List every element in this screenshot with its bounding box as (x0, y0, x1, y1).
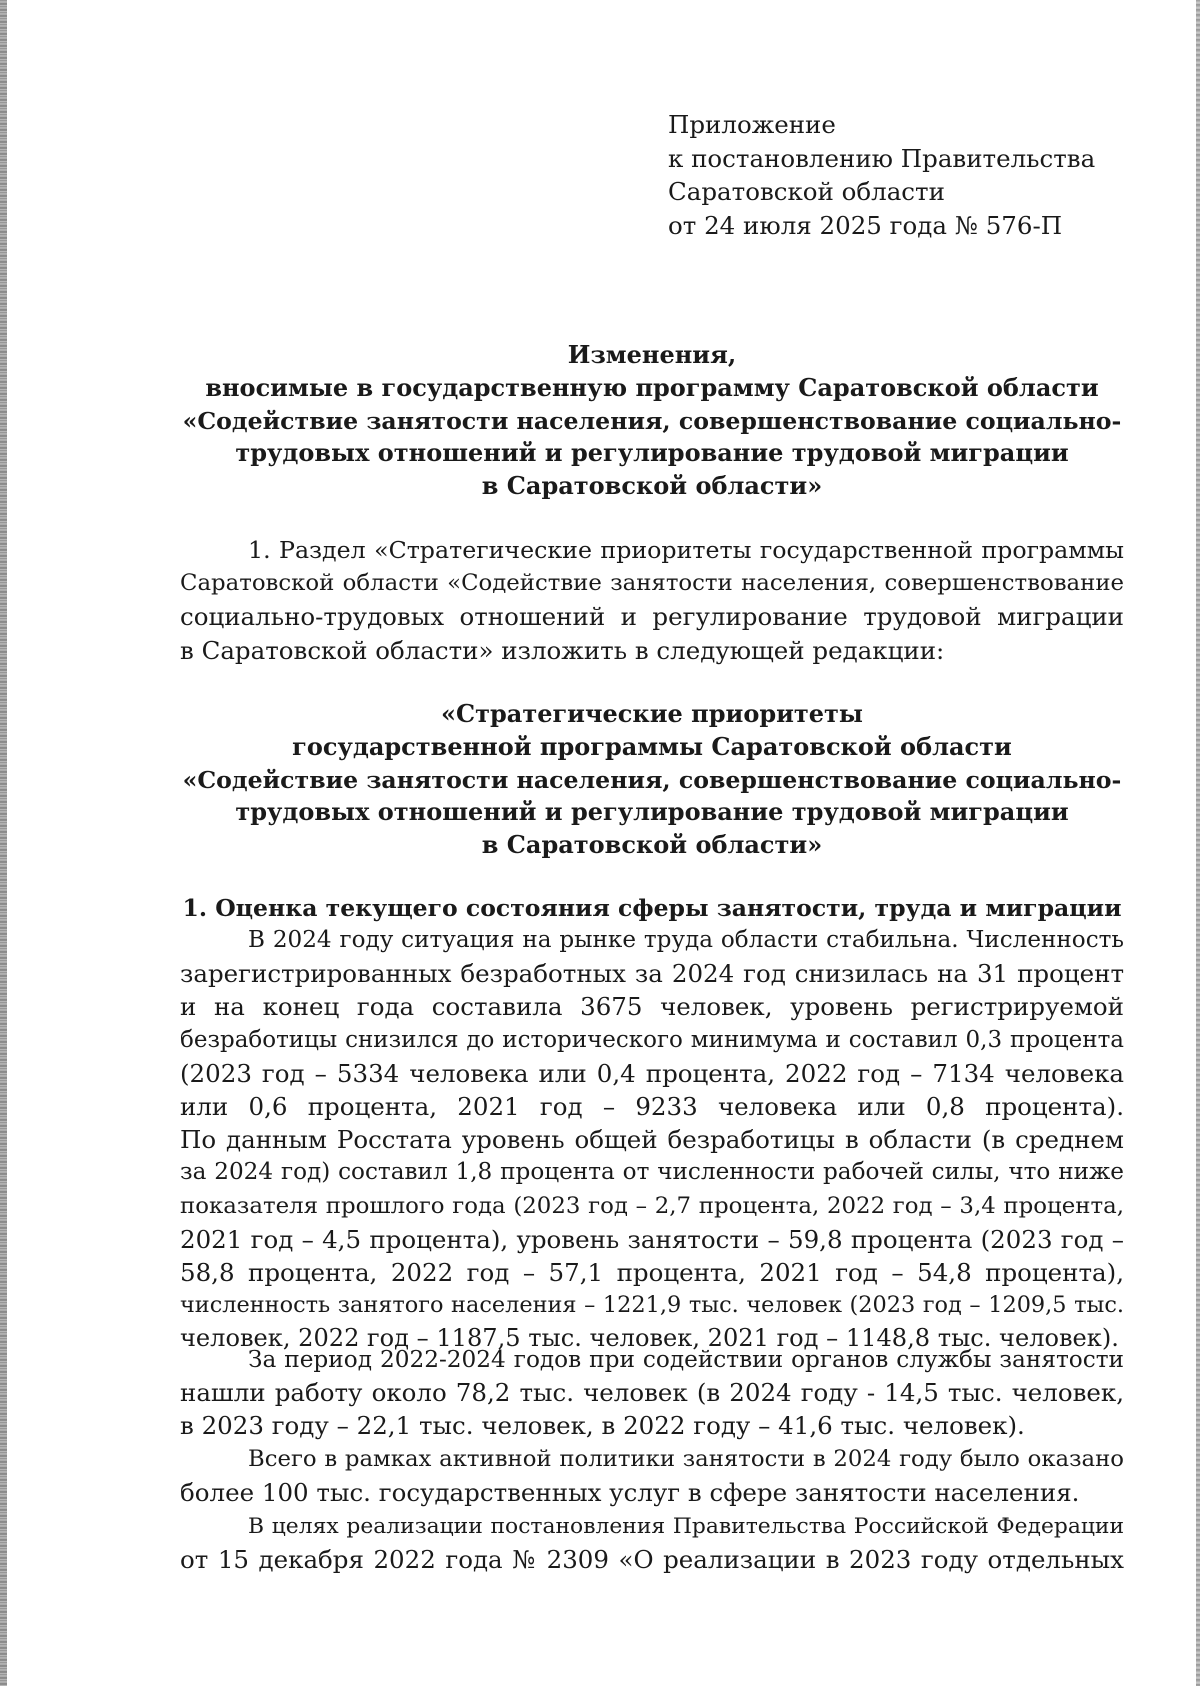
paragraph-line: более 100 тыс. государственных услуг в сфере занятости населения. (180, 1478, 1080, 1508)
paragraph-line: Саратовской области «Содействие занятости населения, совершенствование (180, 570, 1124, 597)
document-title (180, 339, 1124, 503)
body-paragraph-2 (180, 1343, 1124, 1443)
paragraph-line: в 2023 году – 22,1 тыс. человек, в 2022 году – 41,6 тыс. человек). (180, 1411, 1025, 1441)
appendix-line: Саратовской области (668, 177, 945, 206)
title-line: трудовых отношений и регулирование трудовой миграции (235, 438, 1069, 468)
appendix-line: к постановлению Правительства (668, 143, 1096, 173)
section-heading: 1. Оценка текущего состояния сферы занятости, труда и миграции (182, 894, 1122, 922)
paragraph-line: от 15 декабря 2022 года № 2309 «О реализации в 2023 году отдельных (180, 1545, 1124, 1575)
subtitle-line: в Саратовской области» (481, 830, 823, 860)
paragraph-line: (2023 год – 5334 человека или 0,4 процента, 2022 год – 7134 человека (180, 1058, 1124, 1088)
appendix-line: от 24 июля 2025 года № 576-П (668, 210, 1063, 240)
subtitle-line: государственной программы Саратовской области (292, 731, 1012, 761)
paragraph-line: Всего в рамках активной политики занятости в 2024 году было оказано (248, 1446, 1124, 1472)
title-line: Изменения, (567, 340, 737, 369)
subtitle-line: «Содействие занятости населения, совершенствование социально- (182, 765, 1122, 794)
paragraph-line: безработицы снизился до исторического минимума и составил 0,3 процента (180, 1026, 1124, 1053)
paragraph-line: В целях реализации постановления Правительства Российской Федерации (248, 1514, 1124, 1539)
paragraph-line: численность занятого населения – 1221,9 тыс. человек (2023 год – 1209,5 тыс. (180, 1292, 1124, 1319)
paragraph-line: За период 2022-2024 годов при содействии органов службы занятости (248, 1346, 1124, 1373)
paragraph-line: нашли работу около 78,2 тыс. человек (в 2024 году - 14,5 тыс. человек, (180, 1378, 1124, 1408)
paragraph-line: человек, 2022 год – 1187,5 тыс. человек, 2021 год – 1148,8 тыс. человек). (180, 1324, 1119, 1353)
point-1-paragraph (180, 534, 1124, 667)
title-line: «Содействие занятости населения, совершенствование социально- (182, 406, 1122, 435)
paragraph-line: социально-трудовых отношений и регулирование трудовой миграции (180, 602, 1124, 632)
body-paragraph-3 (180, 1443, 1124, 1509)
title-line: вносимые в государственную программу Саратовской области (205, 372, 1099, 402)
paragraph-line: показателя прошлого года (2023 год – 2,7 процента, 2022 год – 3,4 процента, (180, 1192, 1124, 1219)
title-line: в Саратовской области» (481, 471, 823, 501)
section-title (180, 698, 1124, 862)
paragraph-line: По данным Росстата уровень общей безработицы в области (в среднем (180, 1125, 1124, 1155)
paragraph-line: 2021 год – 4,5 процента), уровень занятости – 59,8 процента (2023 год – (180, 1224, 1124, 1254)
paragraph-line: или 0,6 процента, 2021 год – 9233 человека или 0,8 процента). (180, 1092, 1124, 1122)
paragraph-line: зарегистрированных безработных за 2024 год снизилась на 31 процент (180, 959, 1124, 989)
paragraph-line: в Саратовской области» изложить в следующей редакции: (180, 635, 945, 665)
body-paragraph-1 (180, 924, 1124, 1356)
paragraph-line: В 2024 году ситуация на рынке труда области стабильна. Численность (248, 927, 1124, 953)
paragraph-line: за 2024 год) составил 1,8 процента от численности рабочей силы, что ниже (180, 1159, 1124, 1186)
subtitle-line: «Стратегические приоритеты (441, 699, 863, 728)
scan-edge-right (1196, 0, 1200, 1686)
body-paragraph-4 (180, 1510, 1124, 1576)
appendix-line: Приложение (668, 110, 836, 139)
scan-edge-left (0, 0, 7, 1686)
paragraph-line: 58,8 процента, 2022 год – 57,1 процента, 2021 год – 54,8 процента), (180, 1258, 1124, 1288)
paragraph-line: 1. Раздел «Стратегические приоритеты государственной программы (248, 536, 1124, 564)
appendix-block (668, 108, 1148, 242)
paragraph-line: и на конец года составила 3675 человек, уровень регистрируемой (180, 992, 1124, 1022)
subtitle-line: трудовых отношений и регулирование трудовой миграции (235, 797, 1069, 827)
